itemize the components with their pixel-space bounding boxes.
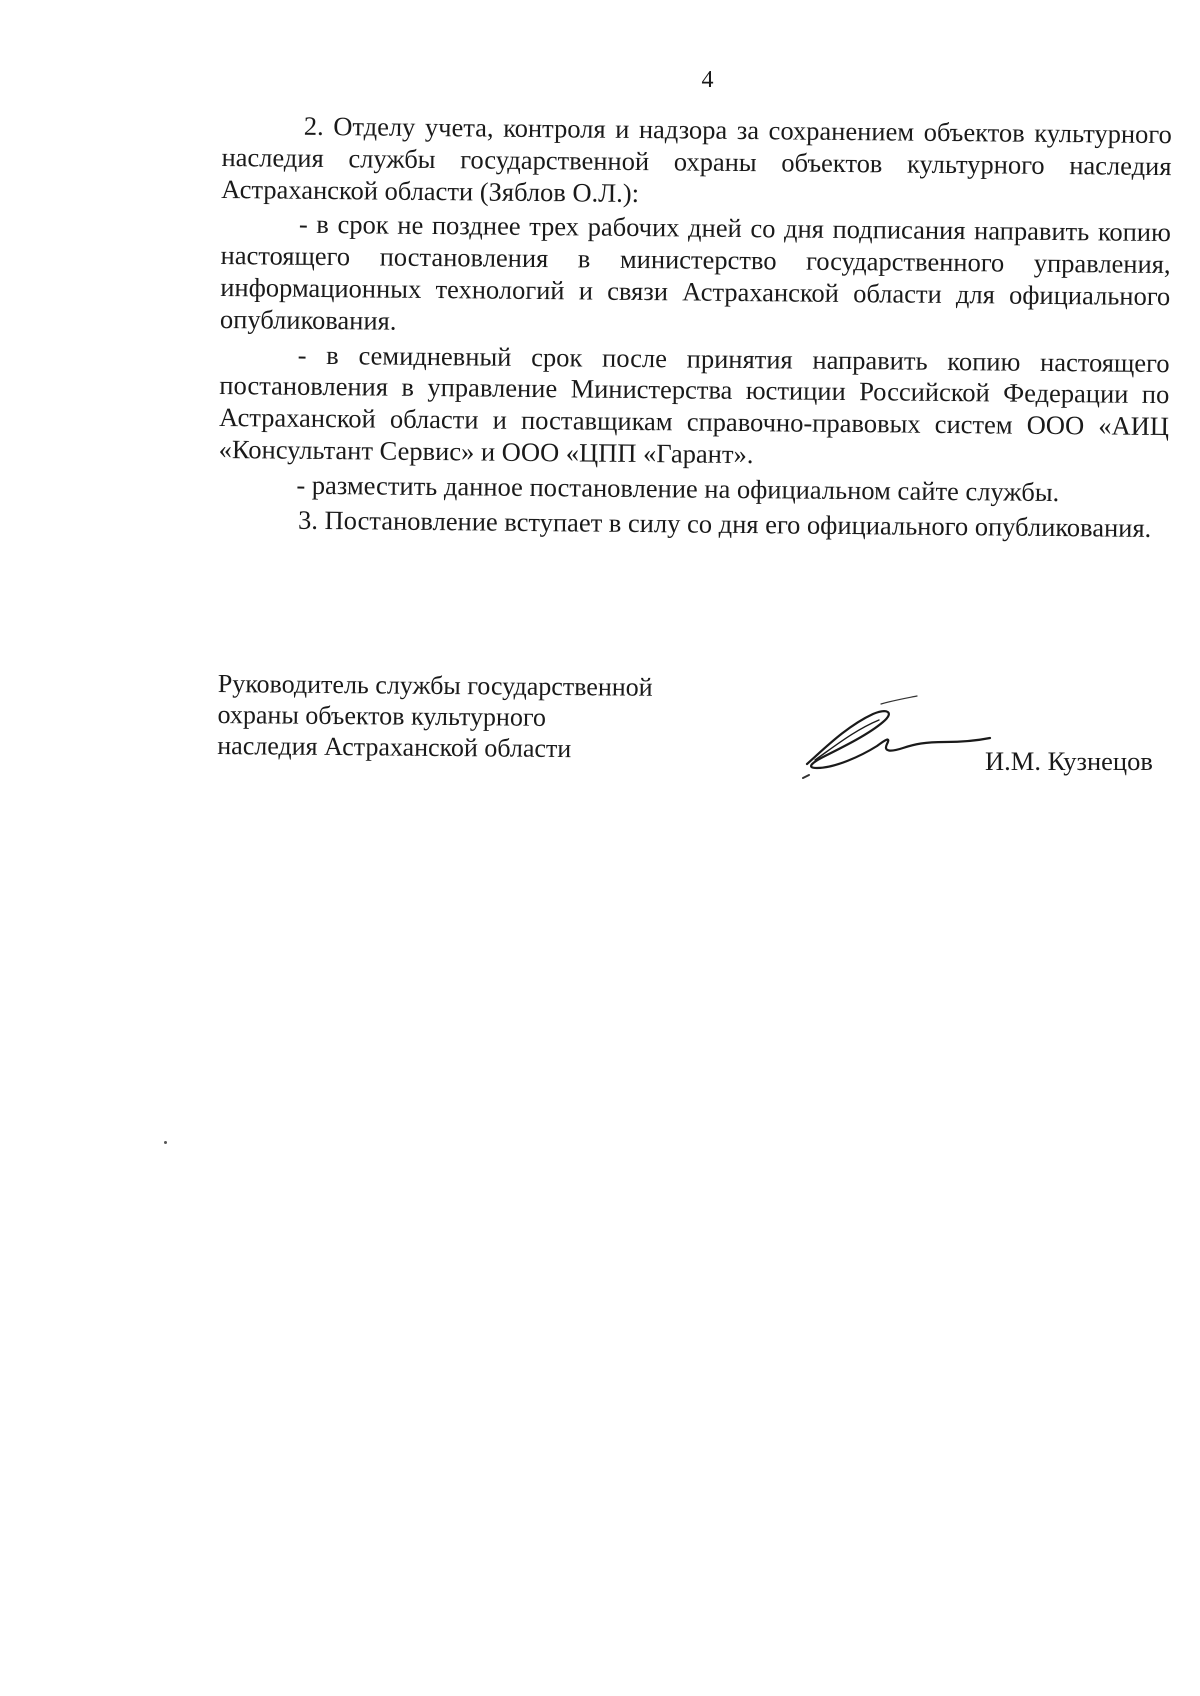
- signatory-position-line: Руководитель службы государственной: [217, 668, 653, 702]
- paragraph-subitem-ministry-justice: - в семидневный срок после принятия направить копию настоящего постановления в управление Министерства юстиции Российской Федерации по Астраханской области и поставщикам справочно-правовых систем ООО «АИЦ «Консультант Сервис» и ООО «ЦПП «Гарант».: [218, 339, 1170, 470]
- signatory-name: И.М. Кузнецов: [985, 746, 1153, 776]
- document-body: [218, 110, 1172, 547]
- scan-speck: [164, 1141, 167, 1144]
- signatory-position-line: охраны объектов культурного: [217, 699, 547, 732]
- signatory-position: [217, 668, 653, 765]
- paragraph-subitem-deadline: - в срок не позднее трех рабочих дней со дня подписания направить копию настоящего постановления в министерство государственного управления, информационных технологий и связи Астраханской области для официального опубликования.: [219, 209, 1172, 336]
- paragraph-subitem-website: - разместить данное постановление на официальном сайте службы.: [296, 469, 1060, 507]
- handwritten-signature-icon: [795, 690, 995, 790]
- paragraph-item-2: 2. Отделу учета, контроля и надзора за сохранением объектов культурного наследия службы государственной охраны объектов культурного наследия Астраханской области (Зяблов О.Л.):: [221, 110, 1172, 208]
- paragraph-item-3: 3. Постановление вступает в силу со дня его официального опубликования.: [297, 504, 1152, 543]
- signatory-position-line: наследия Астраханской области: [217, 730, 572, 764]
- page-number: 4: [701, 67, 714, 93]
